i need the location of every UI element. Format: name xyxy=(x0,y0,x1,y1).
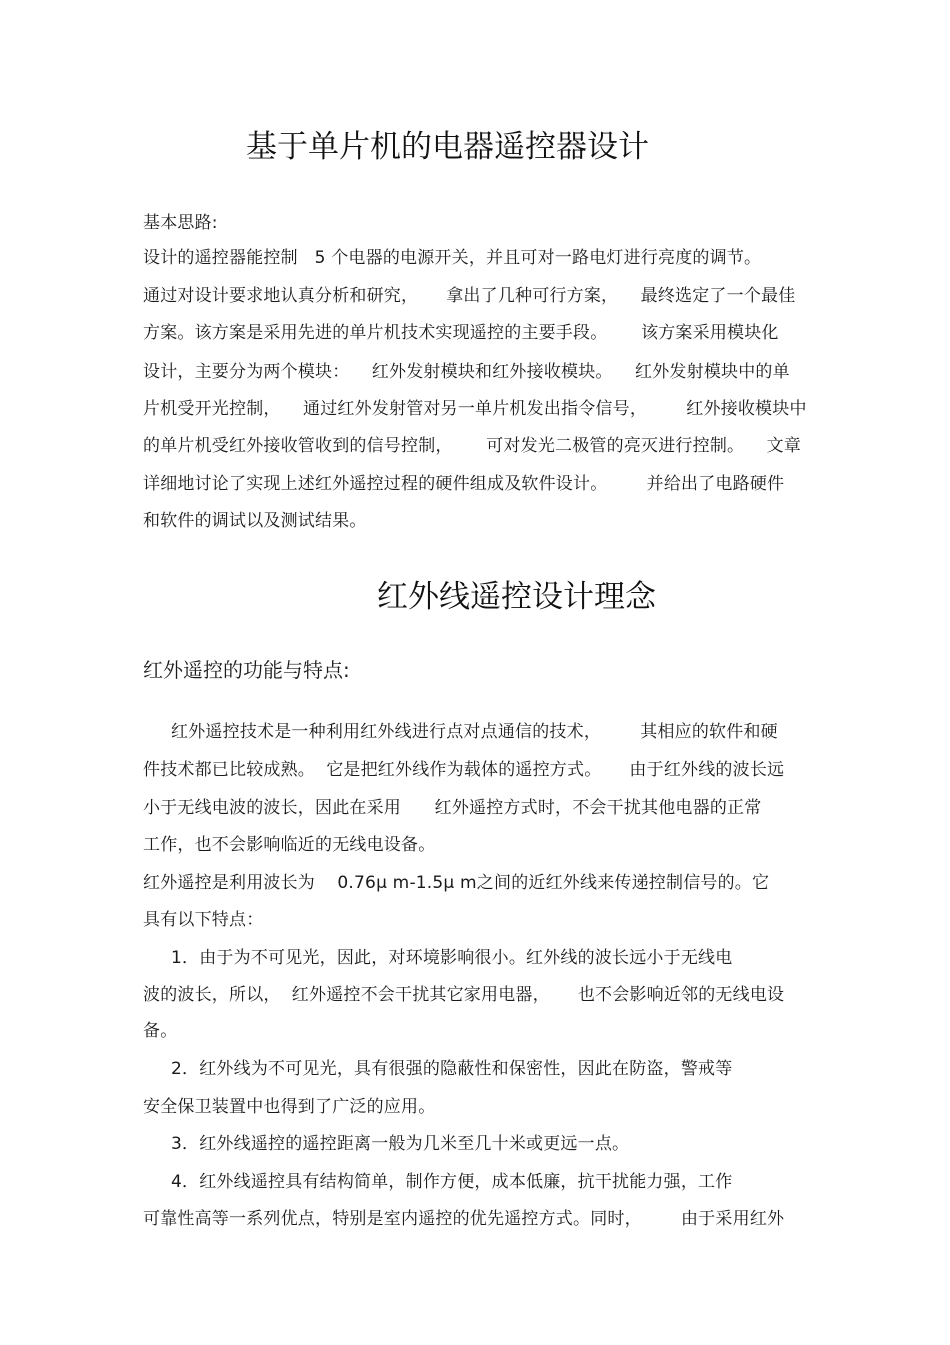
body-line: 红外遥控是利用波长为 0.76μ m-1.5μ m之间的近红外线来传递控制信号的。它 xyxy=(143,873,770,893)
intro-line: 设计的遥控器能控制 5 个电器的电源开关，并且可对一路电灯进行亮度的调节。 xyxy=(143,248,762,268)
section-title: 红外线遥控设计理念 xyxy=(377,579,656,615)
intro-line: 和软件的调试以及测试结果。 xyxy=(143,511,367,531)
body-line: 备。 xyxy=(143,1021,178,1041)
body-line: 小于无线电波的波长，因此在采用 红外遥控方式时，不会干扰其他电器的正常 xyxy=(143,798,762,818)
body-line: 具有以下特点： xyxy=(143,910,264,930)
doc-title: 基于单片机的电器遥控器设计 xyxy=(246,129,649,165)
body-line: 波的波长，所以， 红外遥控不会干扰其它家用电器， 也不会影响近邻的无线电设 xyxy=(143,985,785,1005)
body-line: 3．红外线遥控的遥控距离一般为几米至几十米或更远一点。 xyxy=(143,1134,630,1154)
body-line: 4．红外线遥控具有结构简单，制作方便，成本低廉，抗干扰能力强，工作 xyxy=(143,1172,733,1192)
body-line: 1．由于为不可见光，因此，对环境影响很小。红外线的波长远小于无线电 xyxy=(143,948,733,968)
intro-line: 通过对设计要求地认真分析和研究， 拿出了几种可行方案， 最终选定了一个最佳 xyxy=(143,286,796,306)
body-line: 工作，也不会影响临近的无线电设备。 xyxy=(143,835,436,855)
body-line: 安全保卫装置中也得到了广泛的应用。 xyxy=(143,1097,436,1117)
body-line: 2．红外线为不可见光，具有很强的隐蔽性和保密性，因此在防盗，警戒等 xyxy=(143,1059,733,1079)
intro-line: 的单片机受红外接收管收到的信号控制， 可对发光二极管的亮灭进行控制。 文章 xyxy=(143,436,802,456)
intro-line: 详细地讨论了实现上述红外遥控过程的硬件组成及软件设计。 并给出了电路硬件 xyxy=(143,474,785,494)
subsection-title: 红外遥控的功能与特点: xyxy=(143,658,350,682)
intro-line: 方案。该方案是采用先进的单片机技术实现遥控的主要手段。 该方案采用模块化 xyxy=(143,323,779,343)
body-line: 可靠性高等一系列优点，特别是室内遥控的优先遥控方式。同时， 由于采用红外 xyxy=(143,1209,785,1229)
body-line: 红外遥控技术是一种利用红外线进行点对点通信的技术， 其相应的软件和硬 xyxy=(143,722,778,742)
body-line: 件技术都已比较成熟。 它是把红外线作为载体的遥控方式。 由于红外线的波长远 xyxy=(143,760,785,780)
intro-line: 片机受开光控制， 通过红外发射管对另一单片机发出指令信号， 红外接收模块中 xyxy=(143,399,807,419)
intro-heading: 基本思路: xyxy=(143,213,218,233)
intro-line: 设计，主要分为两个模块： 红外发射模块和红外接收模块。 红外发射模块中的单 xyxy=(143,362,790,382)
